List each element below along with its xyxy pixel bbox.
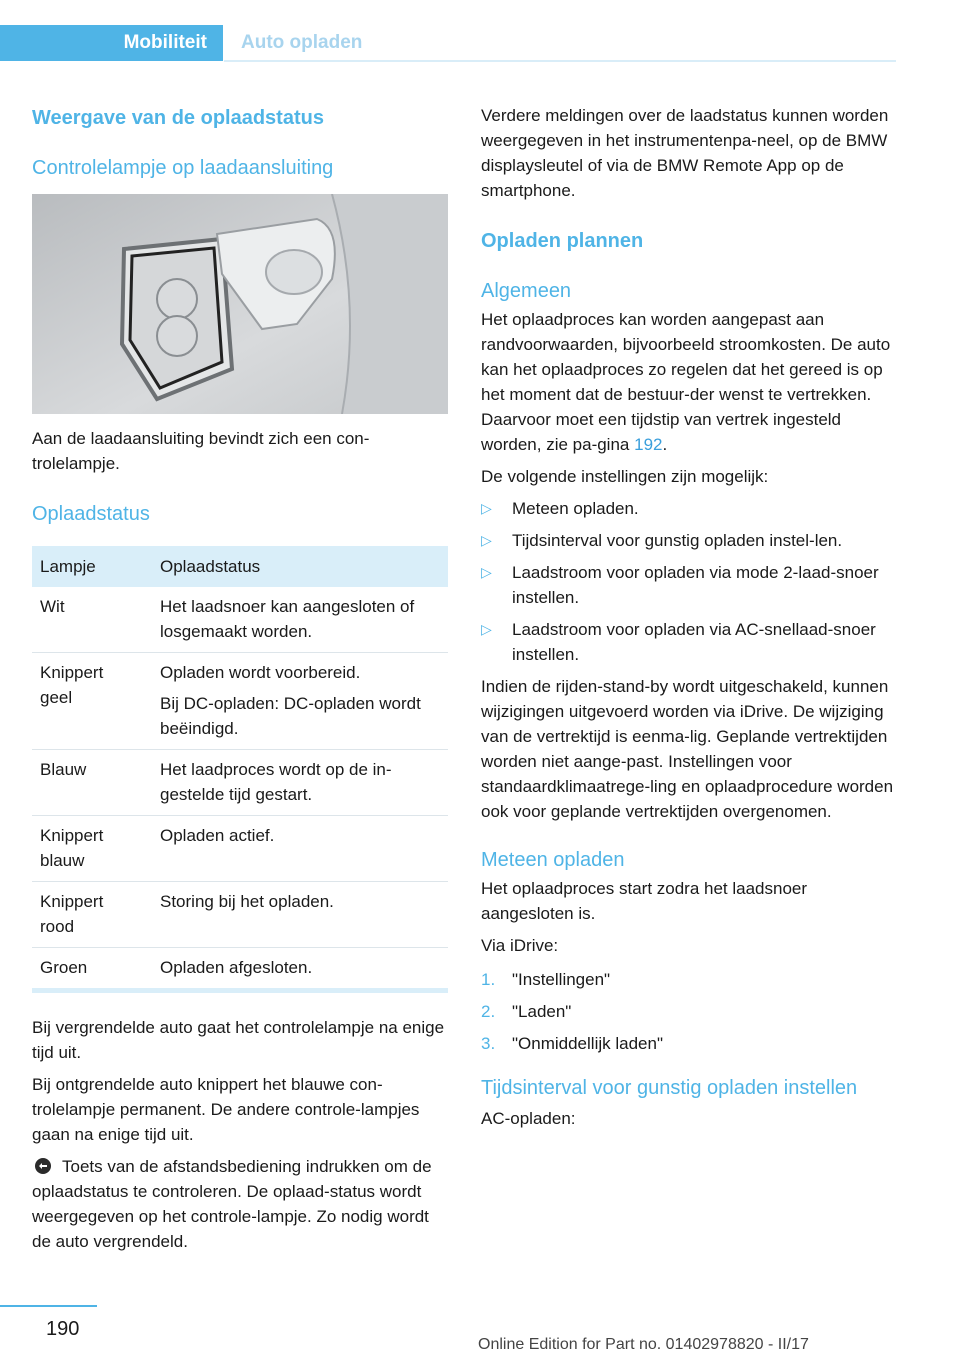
header-section-tab — [0, 25, 223, 61]
table-row — [32, 653, 448, 750]
list-item — [481, 496, 897, 521]
paragraph-general-text: Het oplaadproces kan worden aangepast aan randvoorwaarden, bijvoorbeeld stroomkosten. De auto kan het oplaadproces zo regelen dat het gereed is op het moment dat de bestuur‐der wenst te vertrekken. Daarvoor moet een tijdstip van vertrek ingesteld worden, zie pa‐gina — [481, 310, 891, 454]
heading-plan-charging: Opladen plannen — [481, 230, 644, 252]
paragraph-general — [481, 307, 897, 457]
cell-lamp: Groen — [32, 948, 152, 991]
step-number: 2. — [481, 1002, 496, 1021]
header-divider — [224, 60, 896, 62]
list-item-text: Meteen opladen. — [512, 499, 639, 518]
table-row — [32, 948, 448, 991]
cell-status-text: Het laadproces wordt op de in‐gestelde tijd gestart. — [160, 760, 392, 804]
triangle-bullet-icon: ▷ — [481, 500, 492, 516]
right-column — [481, 103, 897, 1131]
charging-port-photo — [32, 194, 448, 414]
paragraph-via-idrive: Via iDrive: — [481, 936, 559, 955]
list-item — [481, 967, 897, 992]
cell-lamp — [32, 816, 152, 882]
list-item-text: Tijdsinterval voor gunstig opladen instel‐len. — [512, 531, 843, 550]
paragraph-charge-now: Het oplaadproces start zodra het laadsnoer aangesloten is. — [481, 879, 808, 923]
step-number: 3. — [481, 1034, 496, 1053]
remote-unlock-icon — [32, 1157, 54, 1175]
table-row — [32, 816, 448, 882]
heading-charge-now: Meteen opladen — [481, 849, 625, 871]
table-header-lamp: Lampje — [32, 546, 152, 587]
cell-status — [152, 587, 448, 653]
list-item — [481, 1031, 897, 1056]
cell-status — [152, 653, 448, 750]
list-item — [481, 617, 897, 667]
left-column — [32, 100, 448, 1254]
list-item-text: Laadstroom voor opladen via mode 2-laad‐snoer instellen. — [512, 563, 879, 607]
cell-status-text: Het laadsnoer kan aangesloten of losgemaakt worden. — [160, 597, 415, 641]
heading-interval: Tijdsinterval voor gunstig opladen instellen — [481, 1077, 858, 1099]
paragraph-standby: Indien de rijden-stand-by wordt uitgeschakeld, kunnen wijzigingen uitgevoerd worden via iDrive. De wijziging van de vertrektijd is eenma‐lig. Geplande vertrektijden worden niet aange‐past. Instellingen voor standaardklimaatrege‐ling en oplaadprocedure worden ook voor geplande vertrektijden overgenomen. — [481, 677, 894, 821]
paragraph-general-end: . — [662, 435, 668, 454]
header-section-label: Mobiliteit — [123, 32, 207, 53]
paragraph-locked: Bij vergrendelde auto gaat het controlelampje na enige tijd uit. — [32, 1018, 445, 1062]
header-chapter-label: Auto opladen — [241, 32, 363, 53]
cell-status — [152, 948, 448, 991]
page-number: 190 — [46, 1318, 80, 1340]
settings-list — [481, 496, 897, 667]
list-item — [481, 560, 897, 610]
table-header-row — [32, 546, 448, 587]
paragraph-settings: De volgende instellingen zijn mogelijk: — [481, 467, 769, 486]
edition-note: Online Edition for Part no. 01402978820 - II/17 — [478, 1336, 809, 1353]
triangle-bullet-icon: ▷ — [481, 532, 492, 548]
cell-status-text: Opladen wordt voorbereid. — [160, 663, 361, 682]
step-text: "Laden" — [512, 1002, 572, 1021]
cell-status — [152, 750, 448, 816]
idrive-steps — [481, 967, 897, 1056]
cell-status — [152, 816, 448, 882]
paragraph-further-messages: Verdere meldingen over de laadstatus kunnen worden weergegeven in het instrumentenpa‐neel, op de BMW displaysleutel of via de BMW Remote App op de smartphone. — [481, 106, 889, 200]
step-text: "Onmiddellijk laden" — [512, 1034, 663, 1053]
heading-display-status: Weergave van de oplaadstatus — [32, 107, 324, 129]
footer-accent-line — [0, 1305, 97, 1307]
paragraph-remote — [32, 1154, 448, 1254]
list-item — [481, 528, 897, 553]
cell-lamp — [32, 653, 152, 750]
list-item-text: Laadstroom voor opladen via AC-snellaad‐snoer instellen. — [512, 620, 876, 664]
step-number: 1. — [481, 970, 496, 989]
cell-lamp-text: Knippert rood — [40, 892, 104, 936]
heading-lamp: Controlelampje op laadaansluiting — [32, 157, 334, 179]
paragraph-unlocked: Bij ontgrendelde auto knippert het blauwe con‐trolelampje permanent. De andere controle‐lampjes gaan na enige tijd uit. — [32, 1075, 420, 1144]
triangle-bullet-icon: ▷ — [481, 621, 492, 637]
cell-status — [152, 882, 448, 948]
page-link[interactable]: 192 — [634, 435, 663, 454]
heading-charge-status: Oplaadstatus — [32, 503, 150, 525]
cell-lamp-text: Knippert blauw — [40, 826, 104, 870]
list-item — [481, 999, 897, 1024]
status-table — [32, 546, 448, 993]
triangle-bullet-icon: ▷ — [481, 564, 492, 580]
cell-lamp — [32, 882, 152, 948]
cell-lamp: Wit — [32, 587, 152, 653]
cell-status-text: Storing bij het opladen. — [160, 892, 334, 911]
caption-lamp: Aan de laadaansluiting bevindt zich een con‐trolelampje. — [32, 429, 370, 473]
paragraph-remote-text: Toets van de afstandsbediening indrukken om de oplaadstatus te controleren. De oplaad‐status wordt weergegeven op het controle‐lampje. Zo nodig wordt de auto vergrendeld. — [32, 1157, 432, 1251]
table-row — [32, 750, 448, 816]
step-text: "Instellingen" — [512, 970, 611, 989]
paragraph-ac-charging: AC-opladen: — [481, 1109, 576, 1128]
cell-lamp-text: Knippert geel — [40, 663, 104, 707]
cell-status-text: Bij DC-opladen: DC-opladen wordt beëindigd. — [160, 694, 421, 738]
table-row — [32, 882, 448, 948]
cell-status-text: Opladen actief. — [160, 826, 275, 845]
table-row — [32, 587, 448, 653]
cell-status-text: Opladen afgesloten. — [160, 958, 313, 977]
heading-general: Algemeen — [481, 280, 572, 302]
table-header-status: Oplaadstatus — [152, 546, 448, 587]
cell-lamp: Blauw — [32, 750, 152, 816]
